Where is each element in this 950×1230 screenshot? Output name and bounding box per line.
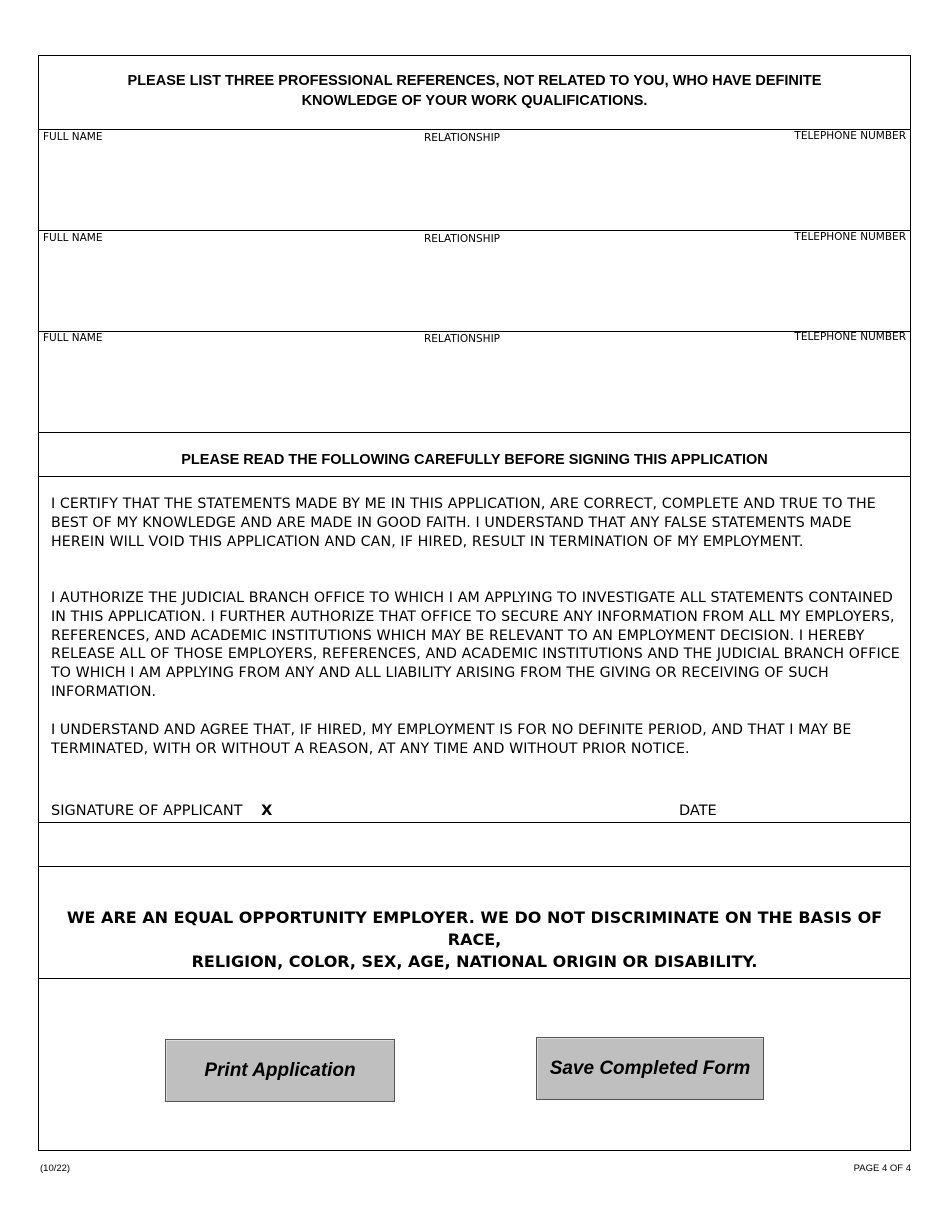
equal-opportunity-statement	[39, 907, 910, 973]
reference-2-relationship-label: RELATIONSHIP	[424, 233, 501, 245]
references-heading-line1: PLEASE LIST THREE PROFESSIONAL REFERENCES, NOT RELATED TO YOU, WHO HAVE DEFINITE	[127, 73, 822, 89]
page-number: PAGE 4 OF 4	[853, 1163, 911, 1174]
eoe-line1: WE ARE AN EQUAL OPPORTUNITY EMPLOYER. WE DO NOT DISCRIMINATE ON THE BASIS OF RACE,	[66, 908, 883, 949]
reference-1-relationship-label: RELATIONSHIP	[424, 132, 501, 144]
signature-bottom-divider	[39, 866, 910, 867]
signature-x-mark: X	[261, 803, 273, 819]
signature-entry-area[interactable]	[39, 823, 910, 866]
reference-2-entry-area[interactable]	[39, 245, 910, 331]
reference-3-relationship-label: RELATIONSHIP	[424, 333, 501, 345]
eoe-bottom-divider	[39, 978, 910, 979]
certification-paragraph-3: I UNDERSTAND AND AGREE THAT, IF HIRED, MY EMPLOYMENT IS FOR NO DEFINITE PERIOD, AND THAT I MAY BE TERMINATED, WITH OR WITHOUT A REASON, AT ANY TIME AND WITHOUT PRIOR NOTICE.	[51, 722, 852, 757]
reference-3-entry-area[interactable]	[39, 346, 910, 432]
eoe-line2: RELIGION, COLOR, SEX, AGE, NATIONAL ORIGIN OR DISABILITY.	[191, 952, 758, 971]
certification-heading-divider	[39, 476, 910, 477]
revision-date: (10/22)	[40, 1163, 71, 1174]
reference-1-name-label: FULL NAME	[43, 131, 103, 143]
signature-label-group	[51, 803, 272, 819]
application-form-page	[38, 55, 911, 1151]
reference-3-divider	[39, 331, 910, 332]
save-completed-form-button[interactable]: Save Completed Form	[536, 1037, 764, 1100]
reference-2-name-label: FULL NAME	[43, 232, 103, 244]
reference-1-divider	[39, 129, 910, 130]
reference-1-phone-label: TELEPHONE NUMBER	[794, 130, 906, 142]
reference-3-name-label: FULL NAME	[43, 332, 103, 344]
references-heading	[39, 71, 910, 111]
certification-paragraph-1: I CERTIFY THAT THE STATEMENTS MADE BY ME IN THIS APPLICATION, ARE CORRECT, COMPLETE AND TRUE TO THE BEST OF MY KNOWLEDGE AND ARE MADE IN GOOD FAITH. I UNDERSTAND THAT ANY FALSE STATEMENTS MADE HEREIN WILL VOID THIS APPLICATION AND CAN, IF HIRED, RESULT IN TERMINATION OF MY EMPLOYMENT.	[51, 496, 876, 550]
reference-3-phone-label: TELEPHONE NUMBER	[794, 331, 906, 343]
reference-2-divider	[39, 230, 910, 231]
date-label: DATE	[679, 803, 717, 819]
print-application-button[interactable]: Print Application	[165, 1039, 395, 1102]
certification-top-divider	[39, 432, 910, 433]
certification-heading: PLEASE READ THE FOLLOWING CAREFULLY BEFORE SIGNING THIS APPLICATION	[181, 452, 768, 468]
certification-paragraph-2: I AUTHORIZE THE JUDICIAL BRANCH OFFICE TO WHICH I AM APPLYING TO INVESTIGATE ALL STATEMENTS CONTAINED IN THIS APPLICATION. I FURTHER AUTHORIZE THAT OFFICE TO SECURE ANY INFORMATION FROM ALL MY EMPLOYERS, REFERENCES, AND ACADEMIC INSTITUTIONS WHICH MAY BE RELEVANT TO AN EMPLOYMENT DECISION. I HEREBY RELEASE ALL OF THOSE EMPLOYERS, REFERENCES, AND ACADEMIC INSTITUTIONS AND THE JUDICIAL BRANCH OFFICE TO WHICH I AM APPLYING FROM ANY AND ALL LIABILITY ARISING FROM THE GIVING OR RECEIVING OF SUCH INFORMATION.	[51, 590, 900, 700]
references-heading-line2: KNOWLEDGE OF YOUR WORK QUALIFICATIONS.	[301, 93, 648, 109]
reference-2-phone-label: TELEPHONE NUMBER	[794, 231, 906, 243]
reference-1-entry-area[interactable]	[39, 144, 910, 230]
signature-label: SIGNATURE OF APPLICANT	[51, 803, 243, 819]
